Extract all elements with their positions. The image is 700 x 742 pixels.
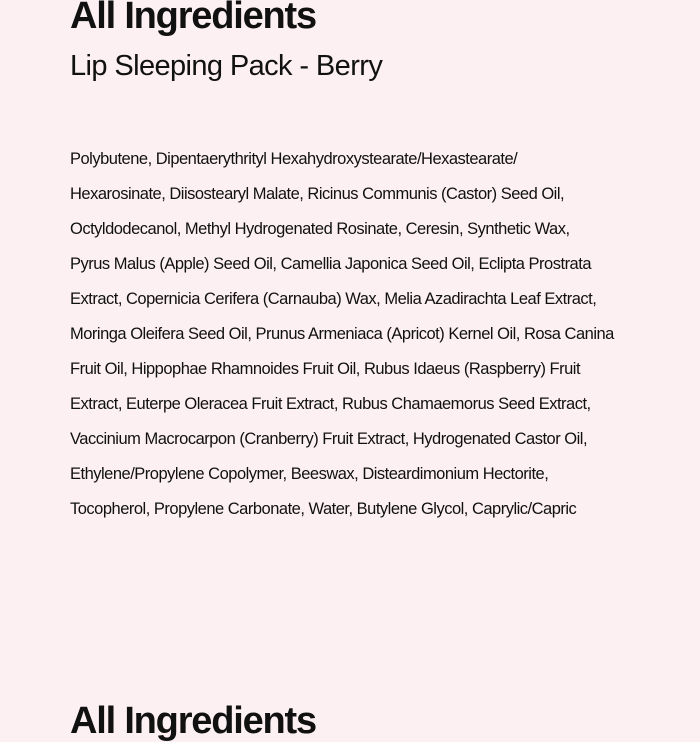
ingredients-line: Moringa Oleifera Seed Oil, Prunus Armeniaca (Apricot) Kernel Oil, Rosa Canina	[70, 325, 614, 343]
ingredients-line: Extract, Euterpe Oleracea Fruit Extract, Rubus Chamaemorus Seed Extract,	[70, 395, 591, 413]
ingredients-line: Ethylene/Propylene Copolymer, Beeswax, Disteardimonium Hectorite,	[70, 465, 549, 483]
ingredients-line: Polybutene, Dipentaerythrityl Hexahydroxystearate/Hexastearate/	[70, 150, 518, 168]
ingredients-line: Pyrus Malus (Apple) Seed Oil, Camellia Japonica Seed Oil, Eclipta Prostrata	[70, 255, 591, 273]
product-name: Lip Sleeping Pack - Berry	[70, 50, 383, 82]
section-heading: All Ingredients	[70, 0, 316, 37]
ingredients-line: Fruit Oil, Hippophae Rhamnoides Fruit Oil, Rubus Idaeus (Raspberry) Fruit	[70, 360, 581, 378]
ingredients-line: Octyldodecanol, Methyl Hydrogenated Rosinate, Ceresin, Synthetic Wax,	[70, 220, 570, 238]
ingredients-line: Tocopherol, Propylene Carbonate, Water, Butylene Glycol, Caprylic/Capric	[70, 500, 577, 518]
ingredients-line: Extract, Copernicia Cerifera (Carnauba) Wax, Melia Azadirachta Leaf Extract,	[70, 290, 597, 308]
ingredients-line: Hexarosinate, Diisostearyl Malate, Ricinus Communis (Castor) Seed Oil,	[70, 185, 565, 203]
ingredients-line: Vaccinium Macrocarpon (Cranberry) Fruit Extract, Hydrogenated Castor Oil,	[70, 430, 588, 448]
ingredients-list	[70, 142, 655, 527]
next-section-heading: All Ingredients	[70, 700, 316, 742]
